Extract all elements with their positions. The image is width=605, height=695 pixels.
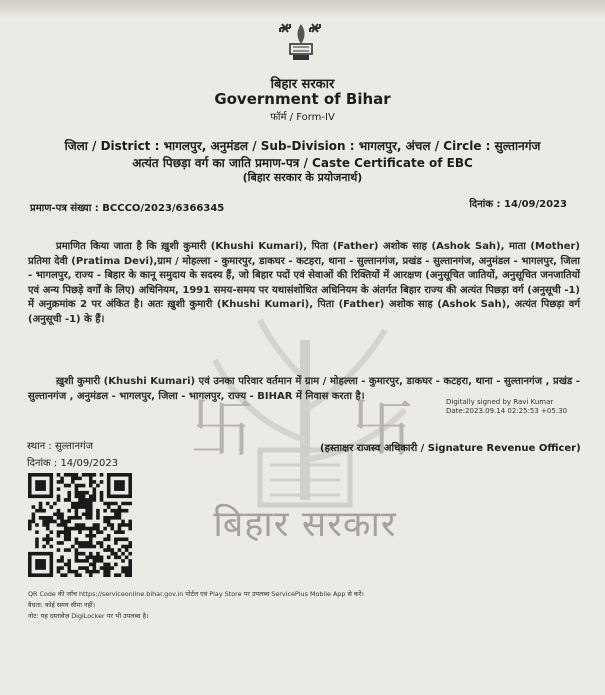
- scan-shadow: [0, 0, 605, 18]
- certificate-purpose: (बिहार सरकार के प्रयोजनार्थ): [242, 171, 363, 184]
- state-name-english: Government of Bihar: [214, 90, 391, 108]
- footer-verification-note: QR Code की जाँच https://serviceonline.bihar.gov.in पोर्टल एवं Play Store पर उपलब्ध ServicePlus Mobile App से करें।: [28, 590, 364, 598]
- place: स्थान : सुल्तानगंज: [27, 441, 94, 452]
- digital-signature-name: Digitally signed by Ravi Kumar: [446, 398, 554, 406]
- district-line: जिला / District : भागलपुर, अनुमंडल / Sub-Division : भागलपुर, अंचल / Circle : सुल्तानगंज: [64, 139, 541, 153]
- officer-signature-label: (हस्ताक्षर राजस्व अधिकारी / Signature Revenue Officer): [320, 443, 581, 454]
- footer-digilocker-note: नोट: यह दस्तावेज़ DigiLocker पर भी उपलब्ध है।: [28, 612, 149, 620]
- state-name-hindi: बिहार सरकार: [270, 77, 335, 92]
- issue-date: दिनांक : 14/09/2023: [27, 458, 119, 469]
- qr-code[interactable]: [28, 473, 132, 577]
- certification-paragraph: प्रमाणित किया जाता है कि ख़ुशी कुमारी (Khushi Kumari), पिता (Father) अशोक साह (Ashok Sah), माता (Mother) प्रतिमा देवी (Pratima Devi),ग्राम / मोहल्ला - कुमारपुर, डाकघर - कटहरा, थाना - सुल्तानगंज, प्रखंड - सुल्तानगंज, अनुमंडल - भागलपुर, जिला - भागलपुर, राज्य - बिहार के कानू समुदाय के सदस्य हैं, जो बिहार पदों एवं सेवाओं की रिक्तियों में आरक्षण (अनुसूचित जातियों, अनुसूचित जनजातियों एवं अन्य पिछड़े वर्गों के लिए) अधिनियम, 1991 समय-समय पर यथासंशोधित अधिनियम के अंतर्गत बिहार राज्य की अत्यंत पिछड़ा वर्ग (अनुसूची -1) में अनुक्रमांक 2 पर अंकित है। अतः ख़ुशी कुमारी (Khushi Kumari), पिता (Father) अशोक साह (Ashok Sah), अत्यंत पिछड़ा वर्ग (अनुसूची -1) के हैं।: [28, 241, 580, 325]
- certificate-date: दिनांक : 14/09/2023: [469, 199, 567, 210]
- bihar-emblem: [276, 20, 326, 62]
- digital-signature-date: Date:2023.09.14 02:25:53 +05:30: [446, 407, 568, 415]
- watermark-swastika-right: 卐: [350, 393, 414, 467]
- footer-validity-note: वैधता: कोई समय सीमा नहीं।: [28, 601, 96, 609]
- digital-signature: [446, 398, 567, 416]
- form-number: फॉर्म / Form-IV: [270, 112, 335, 123]
- certificate-number: प्रमाण-पत्र संख्या : BCCCO/2023/6366345: [30, 203, 225, 214]
- watermark-text: बिहार सरकार: [213, 504, 397, 545]
- watermark-swastika-left: 卐: [190, 393, 254, 467]
- residence-paragraph: ख़ुशी कुमारी (Khushi Kumari) एवं उनका परिवार वर्तमान में ग्राम / मोहल्ला - कुमारपुर, डाकघर - कटहरा, थाना - सुल्तानगंज , प्रखंड - सुल्तानगंज , अनुमंडल - भागलपुर, जिला - भागलपुर, राज्य - BIHAR में निवास करता है।: [28, 376, 580, 402]
- certificate-title: अत्यंत पिछड़ा वर्ग का जाति प्रमाण-पत्र / Caste Certificate of EBC: [132, 156, 473, 170]
